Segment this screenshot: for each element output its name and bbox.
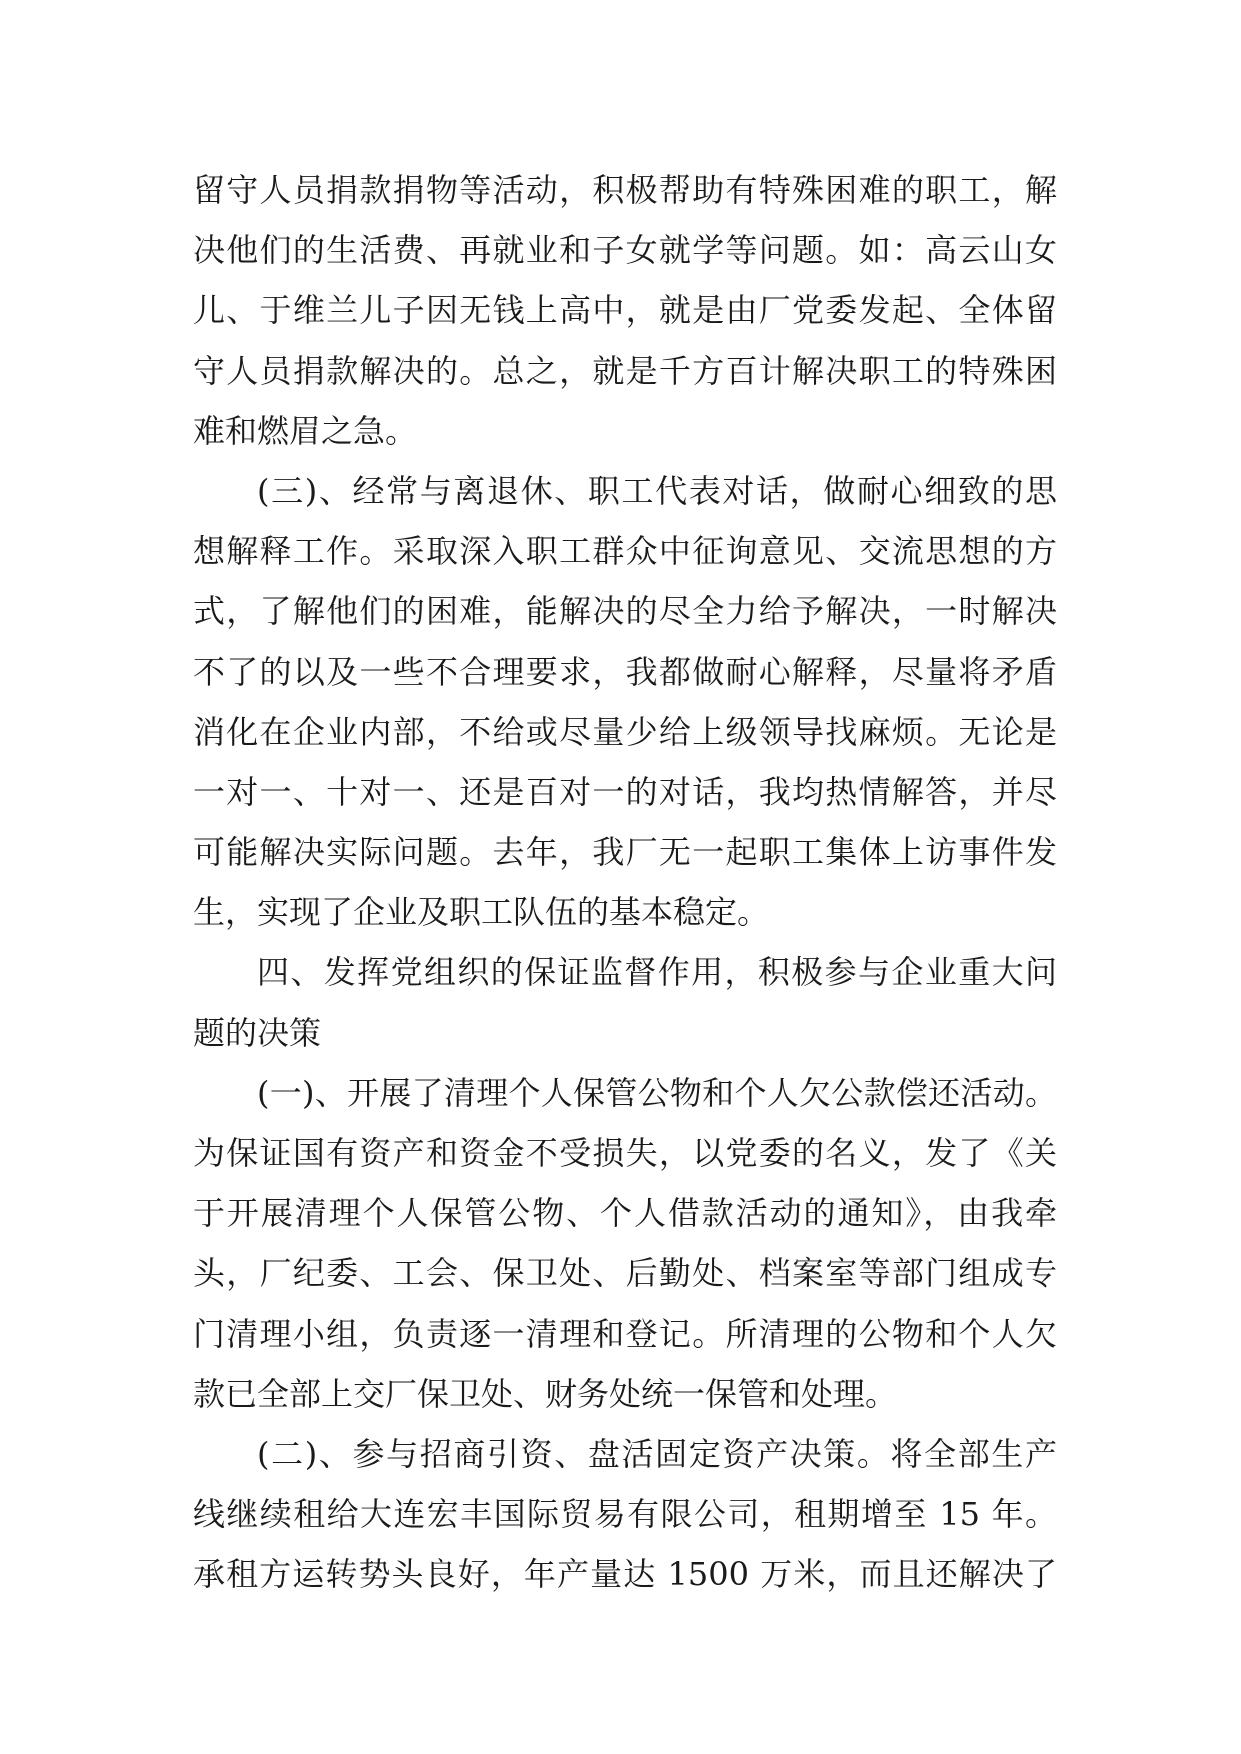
- text-line: 线继续租给大连宏丰国际贸易有限公司，租期增至 15 年。: [193, 1495, 1057, 1534]
- text-line: 消化在企业内部，不给或尽量少给上级领导找麻烦。无论是: [193, 712, 1057, 751]
- text-line: 头，厂纪委、工会、保卫处、后勤处、档案室等部门组成专: [193, 1254, 1057, 1293]
- section-heading-line: 题的决策: [193, 1013, 322, 1052]
- body-text: [193, 160, 1057, 1605]
- text-line: 承租方运转势头良好，年产量达 1500 万米，而且还解决了: [193, 1555, 1057, 1594]
- text-line: 式，了解他们的困难，能解决的尽全力给予解决，一时解决: [193, 592, 1057, 631]
- text-line: 可能解决实际问题。去年，我厂无一起职工集体上访事件发: [193, 833, 1057, 872]
- text-line: 留守人员捐款捐物等活动，积极帮助有特殊困难的职工，解: [193, 171, 1057, 209]
- text-line: 想解释工作。采取深入职工群众中征询意见、交流思想的方: [193, 532, 1057, 571]
- paragraph-start-line: (二)、参与招商引资、盘活固定资产决策。将全部生产: [257, 1434, 1057, 1473]
- section-heading-line: 四、发挥党组织的保证监督作用，积极参与企业重大问: [257, 953, 1057, 992]
- text-line: 款已全部上交厂保卫处、财务处统一保管和处理。: [193, 1374, 898, 1413]
- text-line: 不了的以及一些不合理要求，我都做耐心解释，尽量将矛盾: [193, 652, 1057, 691]
- paragraph-start-line: (一)、开展了清理个人保管公物和个人欠公款偿还活动。: [257, 1073, 1057, 1112]
- paragraph-start-line: (三)、经常与离退休、职工代表对话，做耐心细致的思: [257, 471, 1057, 510]
- text-line: 守人员捐款解决的。总之，就是千方百计解决职工的特殊困: [193, 351, 1057, 390]
- text-line: 生，实现了企业及职工队伍的基本稳定。: [193, 893, 770, 932]
- text-line: 为保证国有资产和资金不受损失，以党委的名义，发了《关: [193, 1134, 1057, 1172]
- text-line: 于开展清理个人保管公物、个人借款活动的通知》，由我牵: [193, 1194, 1057, 1233]
- text-line: 难和燃眉之急。: [193, 411, 418, 450]
- text-line: 儿、于维兰儿子因无钱上高中，就是由厂党委发起、全体留: [193, 291, 1057, 330]
- text-line: 门清理小组，负责逐一清理和登记。所清理的公物和个人欠: [193, 1314, 1057, 1353]
- text-line: 一对一、十对一、还是百对一的对话，我均热情解答，并尽: [193, 772, 1057, 811]
- text-line: 决他们的生活费、再就业和子女就学等问题。如：高云山女: [193, 231, 1057, 270]
